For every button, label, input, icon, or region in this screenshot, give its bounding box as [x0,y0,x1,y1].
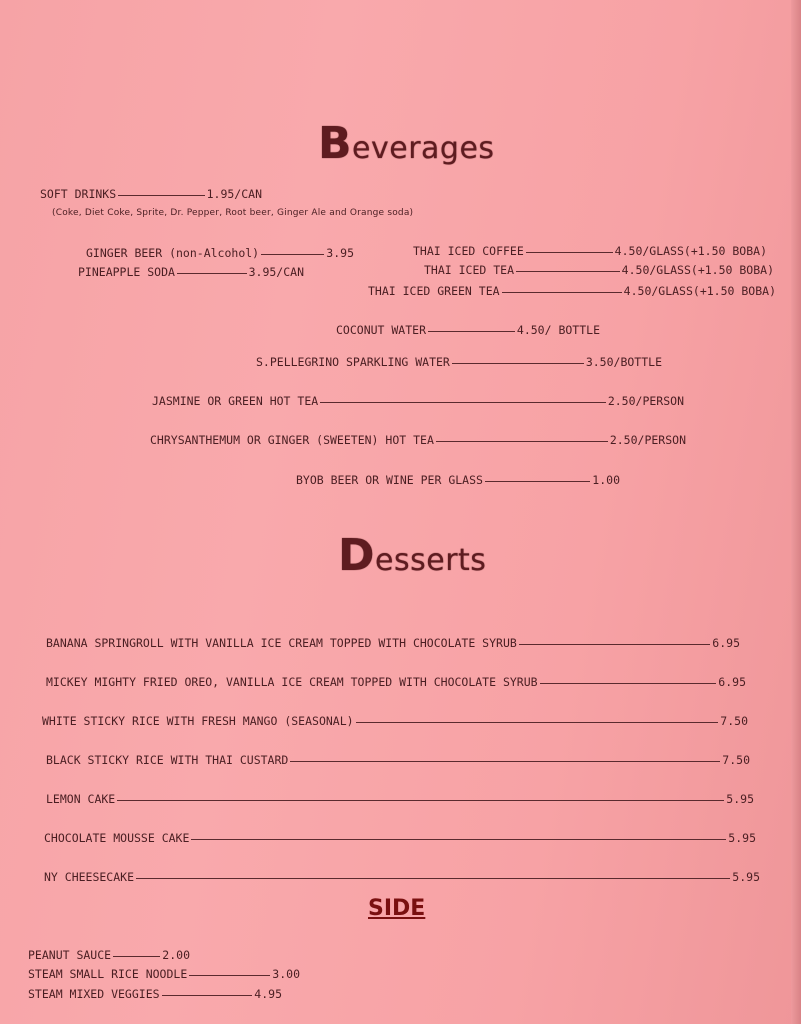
leader-line [118,195,204,196]
leader-line [113,956,160,957]
jasmine-tea-price: 2.50/PERSON [607,394,684,408]
leader-line [136,878,730,879]
side-item [28,987,282,1001]
side-price: 4.95 [254,987,282,1001]
dessert-price: 6.95 [718,675,746,689]
side-item [28,967,300,981]
dessert-item [44,831,756,845]
coconut-water-name: COCONUT WATER [336,323,427,337]
leader-line [189,975,270,976]
beverages-title-rest: everages [352,131,495,166]
ginger-beer-price: 3.95 [326,246,354,260]
soft-drinks-note: (Coke, Diet Coke, Sprite, Dr. Pepper, Root beer, Ginger Ale and Orange soda) [52,208,414,218]
beverages-title [318,118,495,169]
dessert-item [46,753,750,767]
thai-iced-coffee-price: 4.50/GLASS(+1.50 BOBA) [614,244,767,258]
thai-iced-tea-price: 4.50/GLASS(+1.50 BOBA) [621,263,774,277]
dessert-name: CHOCOLATE MOUSSE CAKE [44,831,190,845]
byob-name: BYOB BEER OR WINE PER GLASS [296,473,483,487]
leader-line [117,800,724,801]
chrysanthemum-tea-price: 2.50/PERSON [609,433,686,447]
dessert-item [46,675,746,689]
jasmine-tea-row [152,394,684,408]
thai-iced-coffee-name: THAI ICED COFFEE [413,244,524,258]
side-item [28,948,190,962]
dessert-name: NY CHEESECAKE [44,870,135,884]
thai-iced-green-tea-row [368,284,776,298]
beverages-title-initial: B [318,118,353,169]
dessert-price: 5.95 [728,831,756,845]
soft-drinks-name: SOFT DRINKS [40,187,117,201]
desserts-title [338,530,486,581]
side-title: SIDE [368,896,426,921]
coconut-water-row [336,323,600,337]
leader-line [452,363,584,364]
leader-line [485,481,590,482]
pellegrino-row [256,355,662,369]
thai-iced-coffee-row [413,244,767,258]
pellegrino-price: 3.50/BOTTLE [585,355,662,369]
thai-iced-tea-name: THAI ICED TEA [424,263,515,277]
ginger-beer-name: GINGER BEER (non-Alcohol) [86,246,260,260]
side-name: STEAM MIXED VEGGIES [28,987,160,1001]
dessert-item [44,870,760,884]
thai-iced-green-tea-price: 4.50/GLASS(+1.50 BOBA) [623,284,776,298]
leader-line [540,683,717,684]
chrysanthemum-tea-name: CHRYSANTHEMUM OR GINGER (SWEETEN) HOT TEA [150,433,434,447]
leader-line [519,644,710,645]
side-name: PEANUT SAUCE [28,948,112,962]
coconut-water-price: 4.50/ BOTTLE [516,323,600,337]
desserts-title-rest: esserts [375,543,487,578]
side-price: 2.00 [162,948,190,962]
dessert-name: BLACK STICKY RICE WITH THAI CUSTARD [46,753,289,767]
dessert-item [46,636,740,650]
leader-line [436,441,608,442]
leader-line [261,254,324,255]
dessert-item [42,714,748,728]
dessert-item [46,792,754,806]
dessert-name: WHITE STICKY RICE WITH FRESH MANGO (SEASONAL) [42,714,354,728]
ginger-beer-row [86,246,354,260]
dessert-price: 6.95 [712,636,740,650]
leader-line [320,402,606,403]
dessert-price: 7.50 [722,753,750,767]
dessert-name: BANANA SPRINGROLL WITH VANILLA ICE CREAM TOPPED WITH CHOCOLATE SYRUB [46,636,517,650]
byob-row [296,473,620,487]
leader-line [191,839,726,840]
soft-drinks-price: 1.95/CAN [206,187,262,201]
leader-line [516,271,620,272]
side-name: STEAM SMALL RICE NOODLE [28,967,188,981]
dessert-price: 5.95 [732,870,760,884]
pineapple-soda-price: 3.95/CAN [248,265,304,279]
pellegrino-name: S.PELLEGRINO SPARKLING WATER [256,355,450,369]
dessert-price: 5.95 [726,792,754,806]
pineapple-soda-name: PINEAPPLE SODA [78,265,175,279]
leader-line [290,761,720,762]
leader-line [428,331,515,332]
dessert-name: LEMON CAKE [46,792,116,806]
leader-line [356,722,719,723]
leader-line [526,252,613,253]
chrysanthemum-tea-row [150,433,686,447]
pineapple-soda-row [78,265,304,279]
page-edge-shadow [791,0,801,1024]
side-price: 3.00 [272,967,300,981]
leader-line [177,273,247,274]
leader-line [502,292,622,293]
desserts-title-initial: D [338,530,376,581]
leader-line [162,995,253,996]
thai-iced-green-tea-name: THAI ICED GREEN TEA [368,284,500,298]
soft-drinks-row [40,187,262,201]
byob-price: 1.00 [592,473,620,487]
thai-iced-tea-row [424,263,774,277]
dessert-name: MICKEY MIGHTY FRIED OREO, VANILLA ICE CREAM TOPPED WITH CHOCOLATE SYRUB [46,675,538,689]
dessert-price: 7.50 [720,714,748,728]
jasmine-tea-name: JASMINE OR GREEN HOT TEA [152,394,319,408]
